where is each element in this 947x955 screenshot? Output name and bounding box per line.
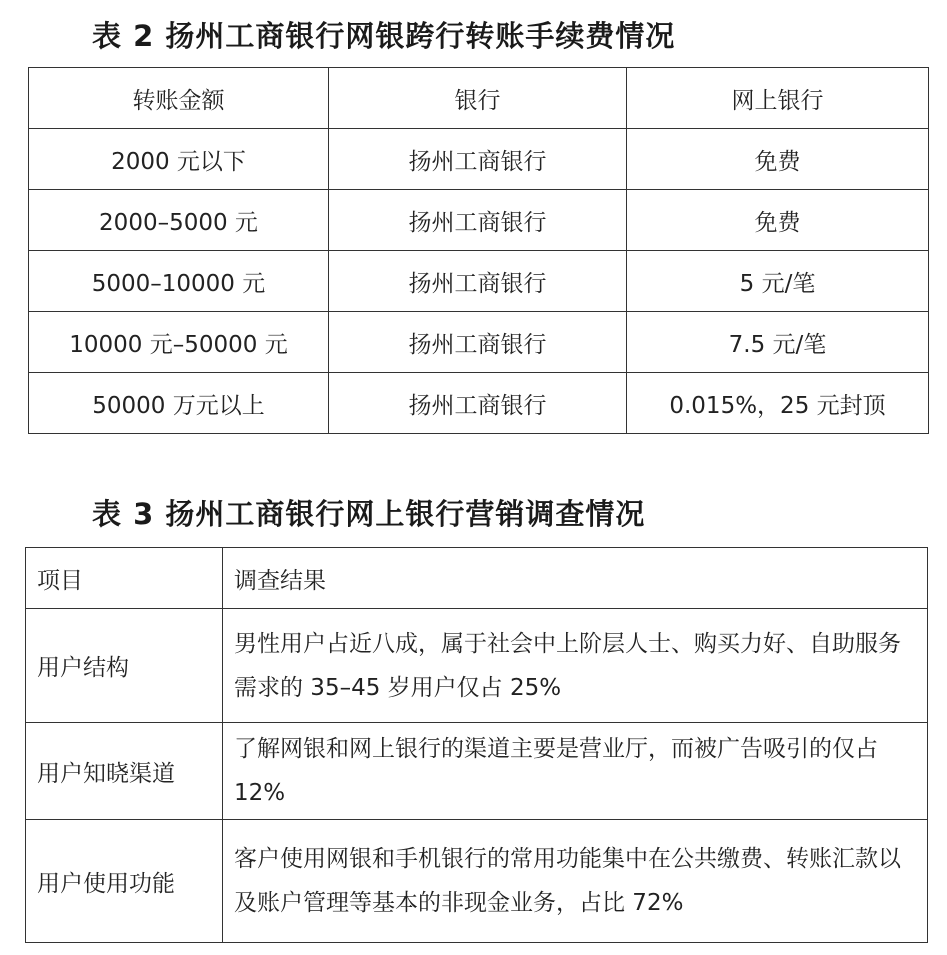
table-row xyxy=(29,251,929,312)
bank-cell: 扬州工商银行 xyxy=(329,312,627,373)
item-cell: 用户知晓渠道 xyxy=(26,723,223,820)
table-row xyxy=(29,190,929,251)
table-row xyxy=(26,723,928,820)
result-cell: 客户使用网银和手机银行的常用功能集中在公共缴费、转账汇款以及账户管理等基本的非现金业务，占比 72% xyxy=(223,820,928,943)
bank-cell: 扬州工商银行 xyxy=(329,251,627,312)
header-online-banking: 网上银行 xyxy=(627,68,929,129)
fee-cell: 免费 xyxy=(627,190,929,251)
fee-cell: 5 元/笔 xyxy=(627,251,929,312)
bank-cell: 扬州工商银行 xyxy=(329,373,627,434)
table-header-row xyxy=(29,68,929,129)
table-row xyxy=(26,609,928,723)
fee-cell: 0.015%，25 元封顶 xyxy=(627,373,929,434)
header-survey-result: 调查结果 xyxy=(223,548,928,609)
transfer-amount-cell: 5000–10000 元 xyxy=(29,251,329,312)
fee-cell: 7.5 元/笔 xyxy=(627,312,929,373)
table2-caption: 表 2 扬州工商银行网银跨行转账手续费情况 xyxy=(92,19,676,53)
header-transfer-amount: 转账金额 xyxy=(29,68,329,129)
table-row xyxy=(29,312,929,373)
header-bank: 银行 xyxy=(329,68,627,129)
header-item: 项目 xyxy=(26,548,223,609)
table-row xyxy=(29,129,929,190)
bank-cell: 扬州工商银行 xyxy=(329,129,627,190)
table3-caption: 表 3 扬州工商银行网上银行营销调查情况 xyxy=(92,497,646,531)
survey-table xyxy=(25,547,928,943)
table-row xyxy=(29,373,929,434)
transfer-amount-cell: 2000–5000 元 xyxy=(29,190,329,251)
item-cell: 用户结构 xyxy=(26,609,223,723)
transfer-amount-cell: 2000 元以下 xyxy=(29,129,329,190)
transfer-amount-cell: 50000 万元以上 xyxy=(29,373,329,434)
fee-table xyxy=(28,67,929,434)
transfer-amount-cell: 10000 元–50000 元 xyxy=(29,312,329,373)
item-cell: 用户使用功能 xyxy=(26,820,223,943)
result-cell: 了解网银和网上银行的渠道主要是营业厅，而被广告吸引的仅占 12% xyxy=(223,723,928,820)
table-row xyxy=(26,820,928,943)
table-header-row xyxy=(26,548,928,609)
bank-cell: 扬州工商银行 xyxy=(329,190,627,251)
fee-cell: 免费 xyxy=(627,129,929,190)
result-cell: 男性用户占近八成，属于社会中上阶层人士、购买力好、自助服务需求的 35–45 岁用户仅占 25% xyxy=(223,609,928,723)
